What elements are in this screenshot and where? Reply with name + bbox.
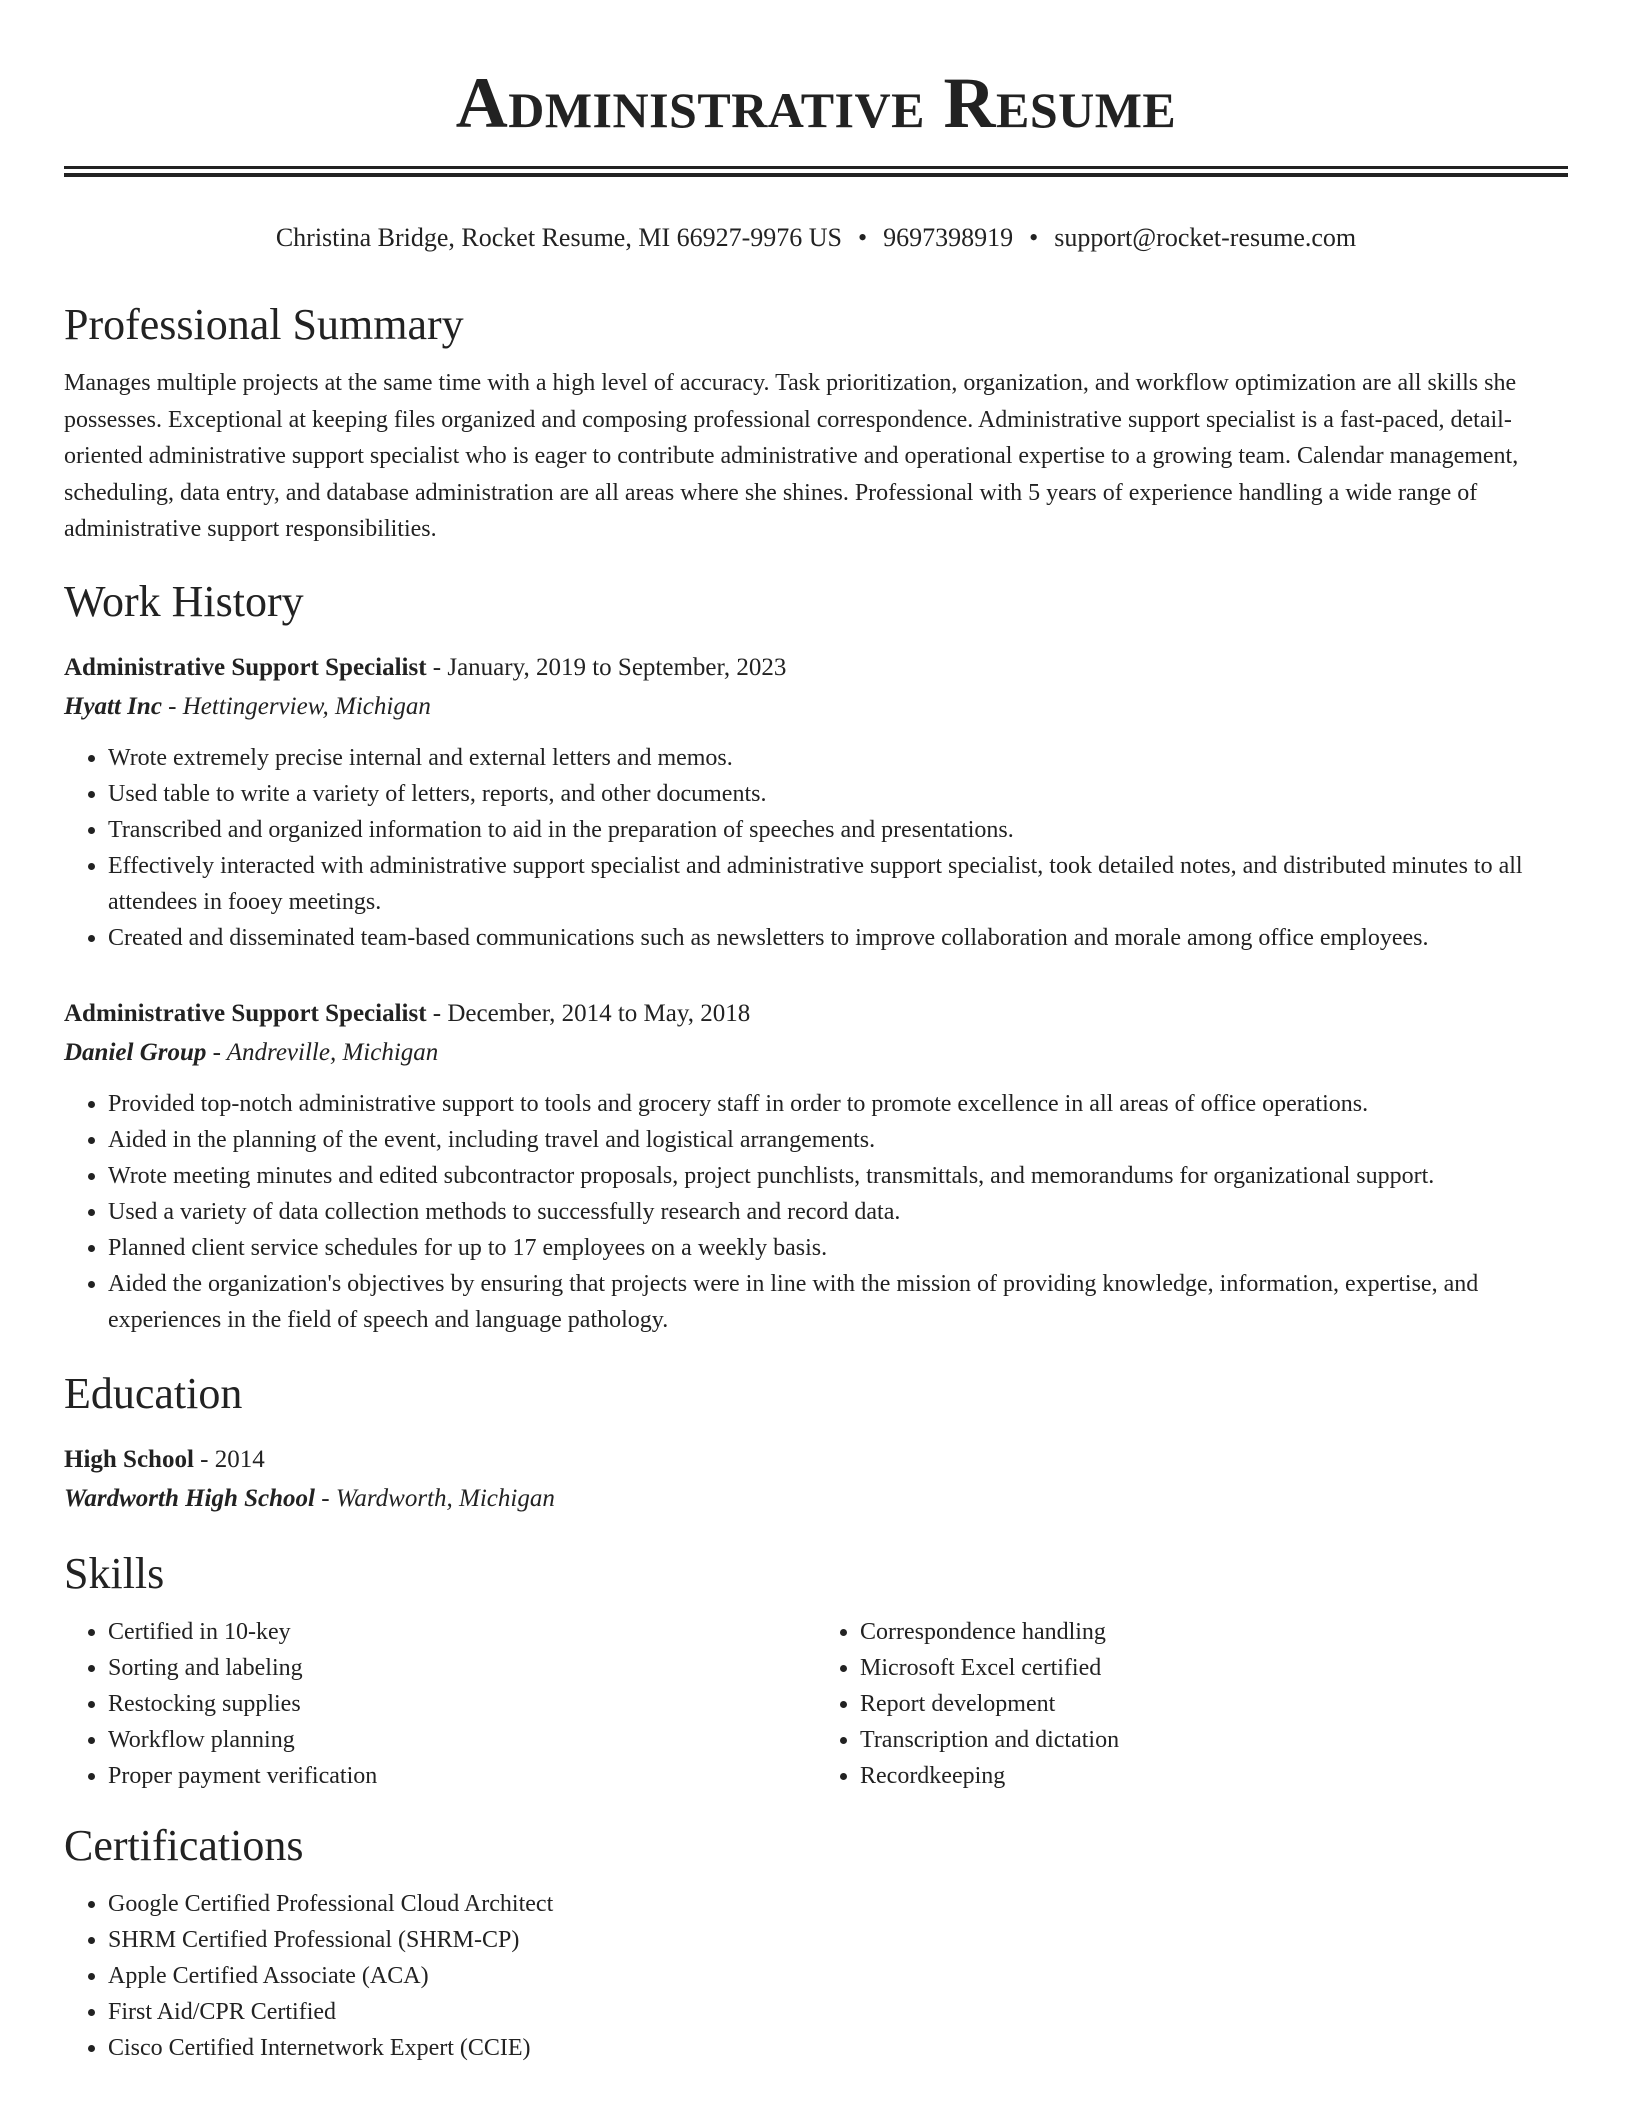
summary-section: [64, 299, 1568, 548]
job-bullets: [64, 1086, 1568, 1338]
certifications-section: [64, 1820, 1568, 2066]
school-line: [64, 1479, 1568, 1518]
title-divider: [64, 166, 1568, 177]
contact-address: Christina Bridge, Rocket Resume, MI 66927-9976 US: [275, 223, 843, 252]
list-item: • Provided top-notch administrative support to tools and grocery staff in order to promote excellence in all areas of office operations.: [108, 1086, 1568, 1122]
skills-grid: [64, 1614, 1568, 1794]
list-item: • Cisco Certified Internetwork Expert (CCIE): [108, 2030, 1568, 2066]
job-dates: - January, 2019 to September, 2023: [426, 653, 787, 681]
job-entry: [64, 648, 1568, 956]
list-item: • Sorting and labeling: [108, 1650, 816, 1686]
list-item: • Wrote meeting minutes and edited subcontractor proposals, project punchlists, transmittals, and memorandums for organizational support.: [108, 1158, 1568, 1194]
resume-title: Administrative Resume: [455, 63, 1177, 143]
contact-phone: 9697398919: [883, 223, 1014, 252]
skills-section: [64, 1548, 1568, 1794]
list-item: • Google Certified Professional Cloud Architect: [108, 1886, 1568, 1922]
list-item: • First Aid/CPR Certified: [108, 1994, 1568, 2030]
school-name: Wardworth High School: [64, 1484, 316, 1512]
list-item: • Aided the organization's objectives by ensuring that projects were in line with the mission of providing knowledge, information, expertise, and experiences in the field of speech and language pathology.: [108, 1266, 1568, 1338]
list-item: • Microsoft Excel certified: [860, 1650, 1568, 1686]
list-item: • Effectively interacted with administrative support specialist and administrative support specialist, took detailed notes, and distributed minutes to all attendees in fooey meetings.: [108, 848, 1568, 920]
summary-text: Manages multiple projects at the same time with a high level of accuracy. Task prioritization, organization, and workflow optimization are all skills she possesses. Exceptional at keeping files organized and composing professional correspondence. Administrative support specialist is a fast-paced, detail-oriented administrative support specialist who is eager to contribute administrative and operational expertise to a growing team. Calendar management, scheduling, data entry, and database administration are all areas where she shines. Professional with 5 years of experience handling a wide range of administrative support responsibilities.: [64, 370, 1519, 542]
work-history-section: [64, 576, 1568, 1338]
education-heading: Education: [64, 1368, 243, 1418]
job-location: - Andreville, Michigan: [206, 1038, 439, 1066]
job-company-line: [64, 1033, 1568, 1072]
list-item: • SHRM Certified Professional (SHRM-CP): [108, 1922, 1568, 1958]
job-entry: [64, 994, 1568, 1338]
list-item: • Report development: [860, 1686, 1568, 1722]
list-item: • Transcription and dictation: [860, 1722, 1568, 1758]
summary-heading: Professional Summary: [64, 300, 464, 349]
certifications-heading: Certifications: [64, 1820, 304, 1870]
education-section: [64, 1368, 1568, 1518]
skills-left-column: [64, 1614, 816, 1794]
job-title-line: [64, 648, 1568, 687]
list-item: • Apple Certified Associate (ACA): [108, 1958, 1568, 1994]
job-company: Hyatt Inc: [64, 692, 162, 720]
work-history-heading: Work History: [64, 576, 304, 626]
job-title: Administrative Support Specialist: [64, 999, 427, 1027]
list-item: • Aided in the planning of the event, including travel and logistical arrangements.: [108, 1122, 1568, 1158]
certifications-list: [64, 1886, 1568, 2066]
degree-line: [64, 1440, 1568, 1479]
education-entry: [64, 1440, 1568, 1518]
graduation-year: - 2014: [193, 1445, 265, 1473]
job-bullets: [64, 740, 1568, 956]
contact-separator: •: [1029, 223, 1039, 252]
job-company: Daniel Group: [64, 1038, 207, 1066]
job-title: Administrative Support Specialist: [64, 653, 427, 681]
list-item: • Created and disseminated team-based communications such as newsletters to improve collaboration and morale among office employees.: [108, 920, 1568, 956]
list-item: • Recordkeeping: [860, 1758, 1568, 1794]
job-location: - Hettingerview, Michigan: [161, 692, 431, 720]
list-item: • Workflow planning: [108, 1722, 816, 1758]
list-item: • Restocking supplies: [108, 1686, 816, 1722]
school-location: - Wardworth, Michigan: [315, 1484, 555, 1512]
contact-email: support@rocket-resume.com: [1054, 223, 1357, 252]
list-item: • Used table to write a variety of letters, reports, and other documents.: [108, 776, 1568, 812]
job-company-line: [64, 687, 1568, 726]
contact-separator: •: [858, 223, 868, 252]
list-item: • Used a variety of data collection methods to successfully research and record data.: [108, 1194, 1568, 1230]
list-item: • Correspondence handling: [860, 1614, 1568, 1650]
contact-line: [64, 221, 1568, 255]
list-item: • Proper payment verification: [108, 1758, 816, 1794]
list-item: • Planned client service schedules for up to 17 employees on a weekly basis.: [108, 1230, 1568, 1266]
skills-right-column: [816, 1614, 1568, 1794]
skills-heading: Skills: [64, 1548, 165, 1598]
job-title-line: [64, 994, 1568, 1033]
job-dates: - December, 2014 to May, 2018: [426, 999, 751, 1027]
list-item: • Certified in 10-key: [108, 1614, 816, 1650]
list-item: • Wrote extremely precise internal and external letters and memos.: [108, 740, 1568, 776]
list-item: • Transcribed and organized information to aid in the preparation of speeches and presentations.: [108, 812, 1568, 848]
degree: High School: [64, 1445, 194, 1473]
